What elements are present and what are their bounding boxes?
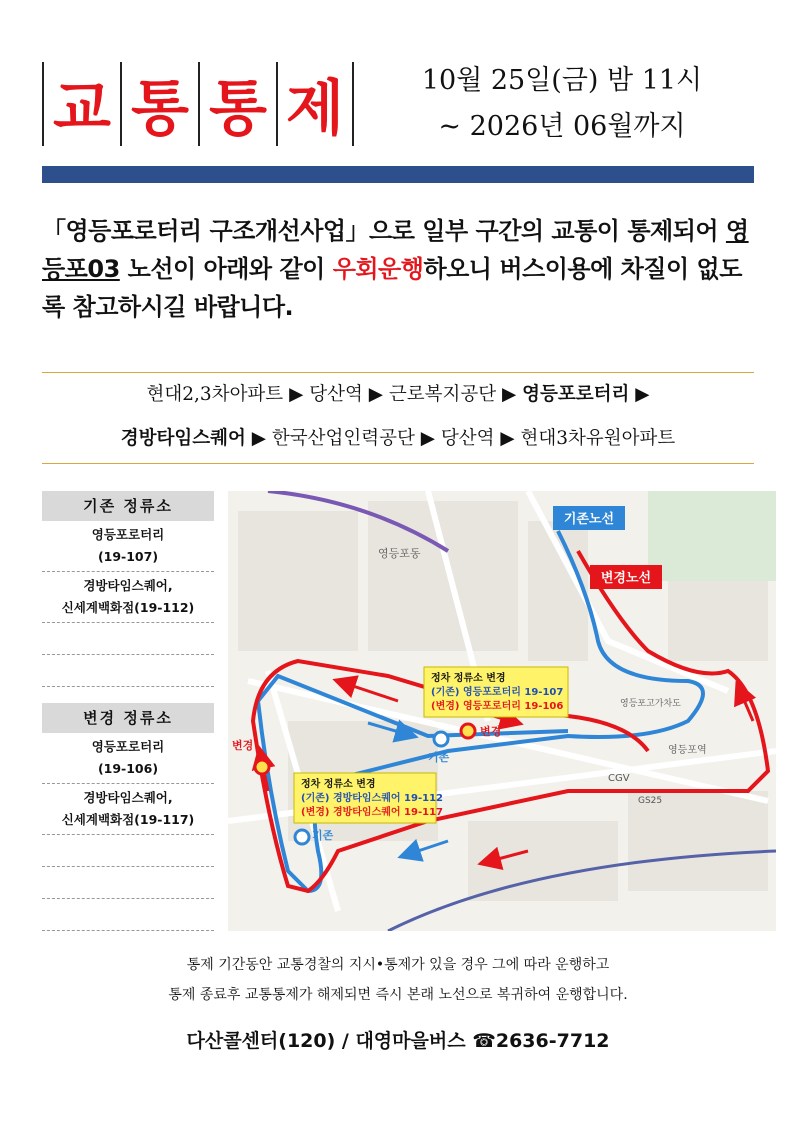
route-stop-highlight: 경방타임스퀘어: [120, 428, 246, 449]
stop-name: 경방타임스퀘어,: [83, 790, 173, 805]
stop-name: 영등포로터리: [91, 739, 165, 754]
existing-stop-marker: [434, 732, 448, 746]
marker-label: 변경: [232, 739, 254, 752]
title-char: 교: [42, 62, 120, 146]
stop-change-title: 정차 정류소 변경: [301, 779, 376, 790]
route-map-svg: [228, 491, 776, 931]
route-stop: 한국산업인력공단: [271, 428, 415, 449]
stop-id: (19-107): [97, 549, 159, 564]
stop-id: 신세계백화점(19-112): [61, 600, 195, 615]
date-end: ~ 2026년 06월까지: [438, 111, 686, 142]
route-arrow: ▶: [501, 384, 517, 405]
route-stop: 현대3차유원아파트: [520, 428, 676, 449]
route-map: [228, 491, 776, 931]
stop-change-old: (기존) 영등포로터리 19-107: [431, 687, 564, 698]
route-arrow: ▶: [368, 384, 383, 405]
empty-row: [42, 655, 214, 687]
title: [42, 62, 354, 146]
footer-note: [42, 950, 754, 1010]
route-stop: 당산역: [440, 428, 495, 449]
place-label: CGV: [608, 773, 630, 784]
existing-stop-marker: [295, 830, 309, 844]
legend-changed-label: 변경노선: [600, 571, 652, 586]
route-name: 영등포03: [42, 217, 749, 283]
route-arrow: ▶: [635, 384, 650, 405]
notice-part: 「영등포로터리 구조개선사업」으로 일부 구간의 교통이 통제되어: [42, 217, 726, 245]
title-char: 통: [198, 62, 276, 146]
stop-name: 영등포로터리: [91, 527, 165, 542]
route-stop: 근로복지공단: [388, 384, 497, 405]
control-period: [372, 58, 752, 150]
route-sequence: [42, 372, 754, 464]
stop-name: 경방타임스퀘어,: [83, 578, 173, 593]
route-stop: 당산역: [309, 384, 363, 405]
date-start: 10월 25일(금) 밤 11시: [421, 65, 703, 96]
empty-row: [42, 899, 214, 931]
marker-label: 기존: [428, 751, 450, 764]
title-char: 제: [276, 62, 354, 146]
title-char: 통: [120, 62, 198, 146]
place-label: 영등포동: [378, 547, 421, 560]
stop-change-old: (기존) 경방타임스퀘어 19-112: [301, 793, 443, 804]
empty-row: [42, 623, 214, 655]
stop-change-title: 정차 정류소 변경: [431, 673, 506, 684]
notice-text: [42, 212, 758, 326]
detour-text: 우회운행: [332, 255, 424, 283]
changed-stop: [42, 784, 214, 835]
divider-bar: [42, 166, 754, 183]
stop-id: 신세계백화점(19-117): [61, 812, 195, 827]
changed-stop-marker: [461, 724, 475, 738]
notice-part: 하오니 버스이용에 차질이 없도록 참고하시길 바랍니다.: [42, 255, 742, 321]
place-label: 영등포고가차도: [620, 699, 681, 709]
marker-label: 기존: [312, 829, 334, 842]
stop-id: (19-106): [97, 761, 159, 776]
existing-stops-heading: 기존 정류소: [42, 491, 214, 521]
route-arrow: ▶: [420, 428, 435, 449]
notice-part: 노선이 아래와 같이: [119, 255, 333, 283]
route-arrow: ▶: [289, 384, 304, 405]
footer-line: 통제 기간동안 교통경찰의 지시•통제가 있을 경우 그에 따라 운행하고: [186, 957, 610, 973]
marker-label: 변경: [480, 725, 502, 738]
route-stop-highlight: 영등포로터리: [522, 384, 630, 405]
existing-stop: [42, 521, 214, 572]
changed-stops-heading: 변경 정류소: [42, 703, 214, 733]
place-label: GS25: [638, 796, 663, 806]
legend-existing-label: 기존노선: [563, 512, 615, 527]
contact-info: 다산콜센터(120) / 대영마을버스 ☎2636-7712: [186, 1030, 610, 1052]
changed-stop-marker: [255, 760, 269, 774]
place-label: 영등포역: [668, 745, 707, 756]
map-park: [648, 491, 776, 581]
changed-stop: [42, 733, 214, 784]
route-stop: 현대2,3차아파트: [146, 384, 284, 405]
existing-stop: [42, 572, 214, 623]
changed-stops-panel: [42, 703, 214, 931]
route-arrow: ▶: [500, 428, 515, 449]
route-arrow: ▶: [251, 428, 266, 449]
empty-row: [42, 867, 214, 899]
existing-stops-panel: [42, 491, 214, 719]
footer-line: 통제 종료후 교통통제가 해제되면 즉시 본래 노선으로 복귀하여 운행합니다.: [168, 987, 628, 1003]
stop-change-new: (변경) 경방타임스퀘어 19-117: [301, 807, 443, 818]
stop-change-new: (변경) 영등포로터리 19-106: [431, 701, 564, 712]
empty-row: [42, 835, 214, 867]
